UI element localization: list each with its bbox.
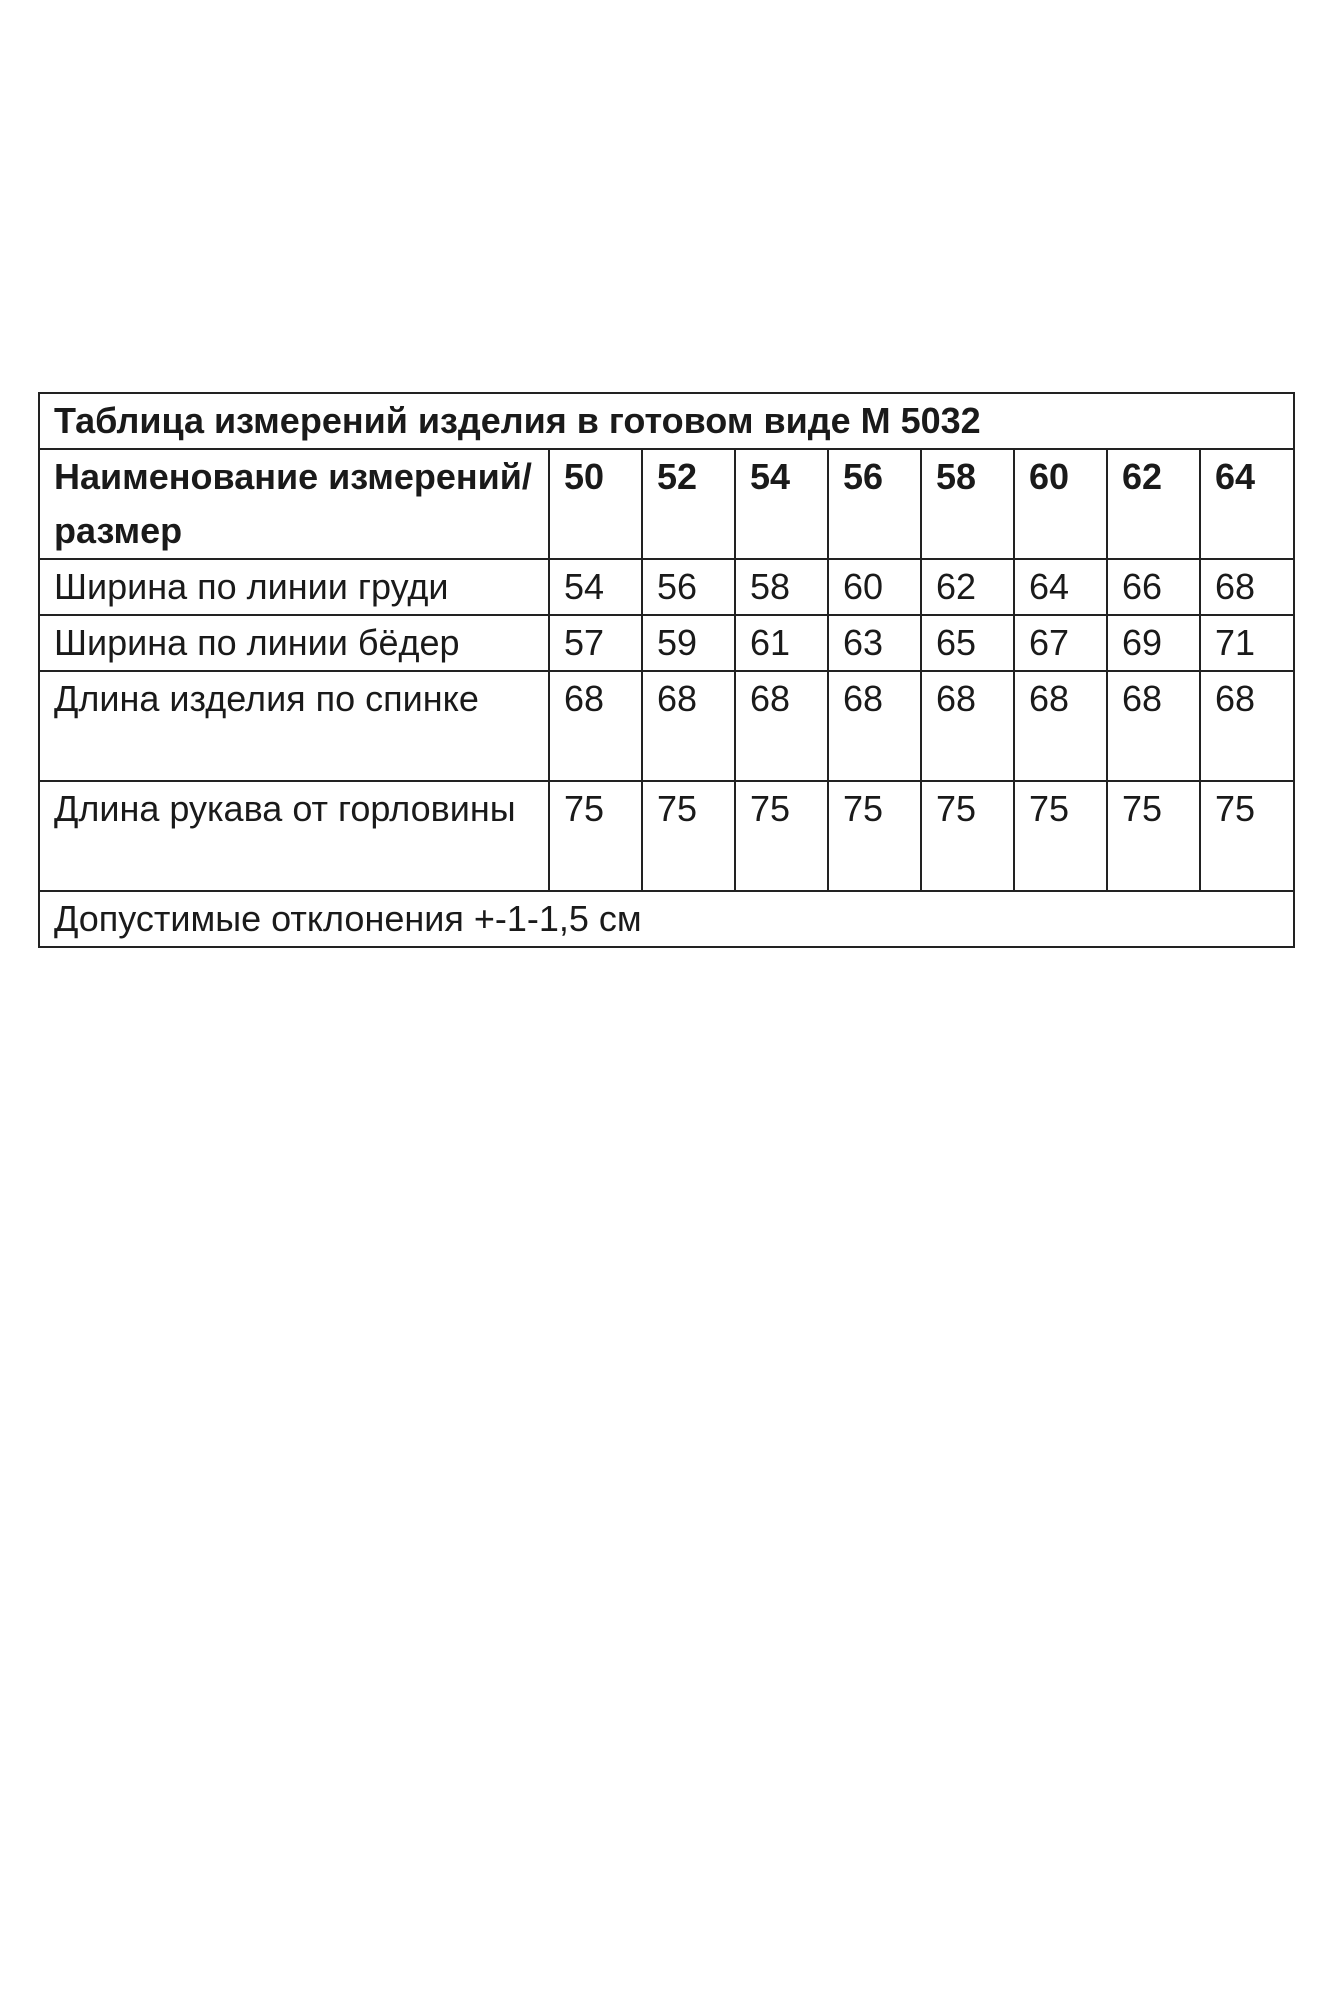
tolerance-note: Допустимые отклонения +-1-1,5 см	[39, 891, 1294, 947]
size-header: 58	[921, 449, 1014, 559]
size-header: 54	[735, 449, 828, 559]
table-cell: 57	[549, 615, 642, 671]
table-cell: 68	[828, 671, 921, 781]
table-cell: 61	[735, 615, 828, 671]
table-cell: 68	[1107, 671, 1200, 781]
title-row	[39, 393, 1294, 449]
size-table	[38, 392, 1295, 948]
size-header: 62	[1107, 449, 1200, 559]
table-row	[39, 559, 1294, 615]
table-cell: 62	[921, 559, 1014, 615]
table-cell: 68	[1200, 559, 1294, 615]
table-cell: 75	[642, 781, 735, 891]
table-cell: 75	[921, 781, 1014, 891]
table-cell: 64	[1014, 559, 1107, 615]
row-label: Ширина по линии груди	[39, 559, 549, 615]
row-label: Длина рукава от горловины	[39, 781, 549, 891]
table-cell: 56	[642, 559, 735, 615]
size-header: 52	[642, 449, 735, 559]
table-cell: 75	[1200, 781, 1294, 891]
row-label: Длина изделия по спинке	[39, 671, 549, 781]
table-cell: 75	[735, 781, 828, 891]
row-label: Ширина по линии бёдер	[39, 615, 549, 671]
header-label: Наименование измерений/размер	[39, 449, 549, 559]
table-cell: 75	[828, 781, 921, 891]
table-row	[39, 671, 1294, 781]
table-row	[39, 781, 1294, 891]
table-cell: 75	[1014, 781, 1107, 891]
table-cell: 75	[1107, 781, 1200, 891]
table-cell: 68	[921, 671, 1014, 781]
table-cell: 60	[828, 559, 921, 615]
table-cell: 66	[1107, 559, 1200, 615]
table-title: Таблица измерений изделия в готовом виде М 5032	[39, 393, 1294, 449]
table-cell: 67	[1014, 615, 1107, 671]
size-header: 64	[1200, 449, 1294, 559]
table-cell: 59	[642, 615, 735, 671]
table-cell: 58	[735, 559, 828, 615]
table-cell: 68	[549, 671, 642, 781]
table-cell: 54	[549, 559, 642, 615]
note-row	[39, 891, 1294, 947]
header-row	[39, 449, 1294, 559]
table-cell: 68	[735, 671, 828, 781]
size-header: 56	[828, 449, 921, 559]
table-cell: 69	[1107, 615, 1200, 671]
table-cell: 65	[921, 615, 1014, 671]
table-row	[39, 615, 1294, 671]
table-cell: 68	[1014, 671, 1107, 781]
table-cell: 75	[549, 781, 642, 891]
size-header: 60	[1014, 449, 1107, 559]
table-cell: 63	[828, 615, 921, 671]
size-header: 50	[549, 449, 642, 559]
table-cell: 68	[1200, 671, 1294, 781]
table-cell: 68	[642, 671, 735, 781]
table-cell: 71	[1200, 615, 1294, 671]
